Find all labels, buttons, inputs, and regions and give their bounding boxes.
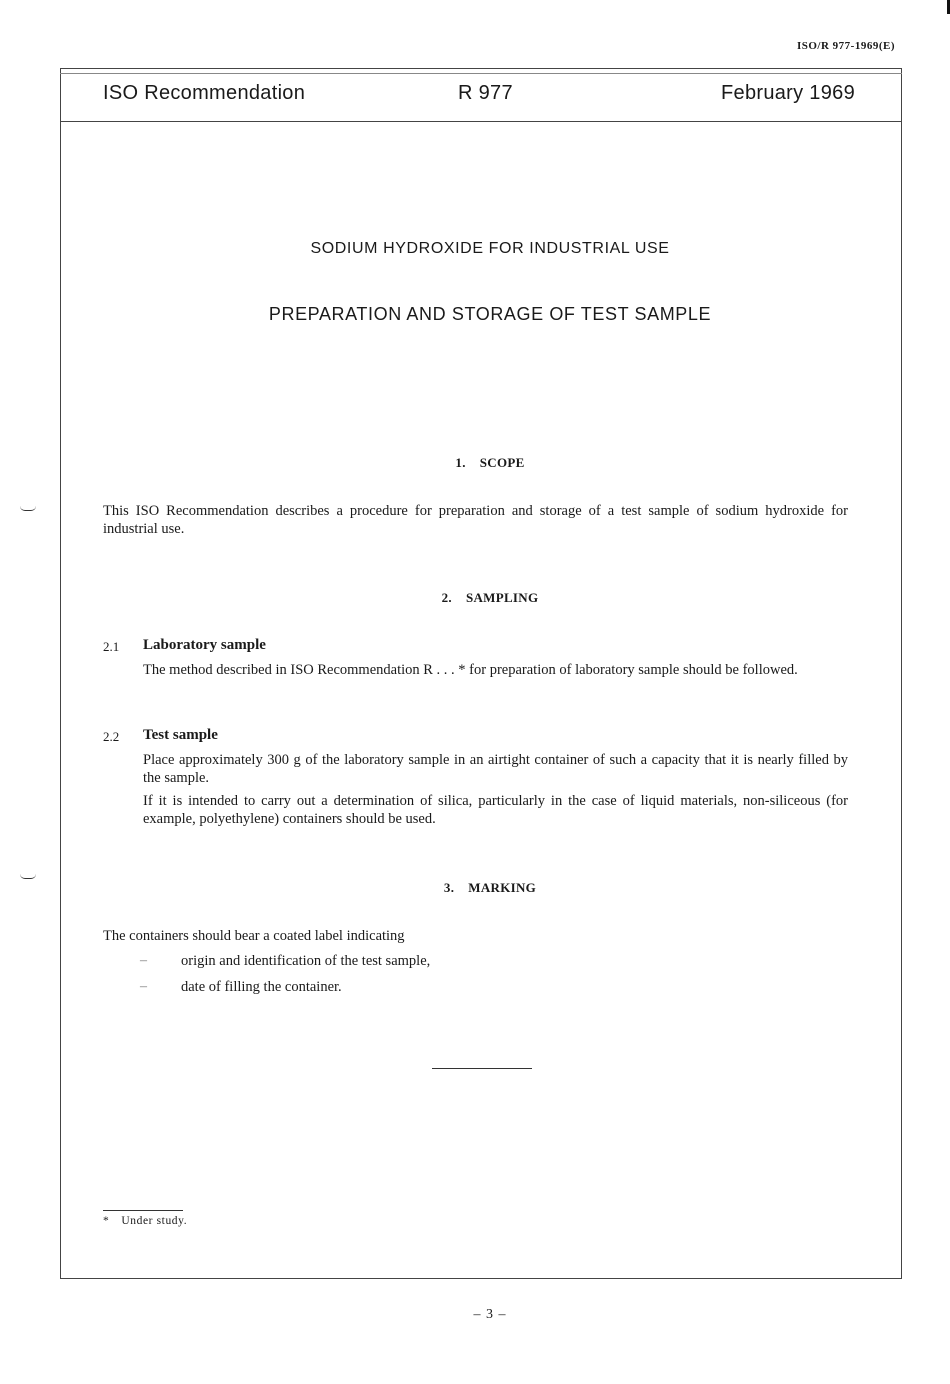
subsection-number: 2.2 <box>103 729 120 744</box>
list-item: origin and identification of the test sample, <box>181 953 431 969</box>
section-number: 3. <box>443 880 455 895</box>
header-series: ISO Recommendation <box>103 82 306 104</box>
section-heading-sampling <box>60 590 920 606</box>
footnote-rule <box>103 1210 183 1211</box>
document-title: SODIUM HYDROXIDE FOR INDUSTRIAL USE <box>310 240 670 257</box>
footnote-text: Under study. <box>121 1215 188 1227</box>
list-dash: – <box>140 953 147 968</box>
list-item: date of filling the container. <box>181 979 342 995</box>
header-number: R 977 <box>458 82 513 104</box>
list-dash: – <box>140 979 147 994</box>
section-title: SAMPLING <box>465 590 539 605</box>
subsection-title-test-sample: Test sample <box>143 727 218 743</box>
margin-punch-mark <box>20 506 36 511</box>
section-title: MARKING <box>468 880 537 895</box>
subsection-number: 2.1 <box>103 639 120 654</box>
footnote <box>103 1215 187 1227</box>
section-number: 2. <box>441 590 452 605</box>
section-heading-marking <box>60 880 920 896</box>
laboratory-sample-paragraph: The method described in ISO Recommendation R . . . * for preparation of laboratory sample should be followed. <box>143 662 798 678</box>
section-title: SCOPE <box>479 455 525 470</box>
subsection-title-laboratory-sample: Laboratory sample <box>143 637 266 653</box>
page-number: – 3 – <box>473 1307 507 1322</box>
header-date: February 1969 <box>721 82 855 104</box>
document-subtitle: PREPARATION AND STORAGE OF TEST SAMPLE <box>268 304 712 324</box>
section-heading-scope <box>60 455 920 471</box>
section-number: 1. <box>455 455 466 470</box>
scope-paragraph: This ISO Recommendation describes a procedure for preparation and storage of a test sample of sodium hydroxide for industrial use. <box>103 503 848 537</box>
footnote-marker: * <box>103 1215 110 1227</box>
marking-intro: The containers should bear a coated label indicating <box>103 928 405 944</box>
test-sample-paragraph-1: Place approximately 300 g of the laboratory sample in an airtight container of such a capacity that it is nearly filled by the sample. <box>143 752 848 786</box>
margin-punch-mark <box>20 874 36 879</box>
document-reference: ISO/R 977-1969(E) <box>796 40 895 52</box>
test-sample-paragraph-2: If it is intended to carry out a determination of silica, particularly in the case of liquid materials, non-siliceous (for example, polyethylene) containers should be used. <box>143 793 848 827</box>
end-of-text-rule <box>432 1068 532 1069</box>
